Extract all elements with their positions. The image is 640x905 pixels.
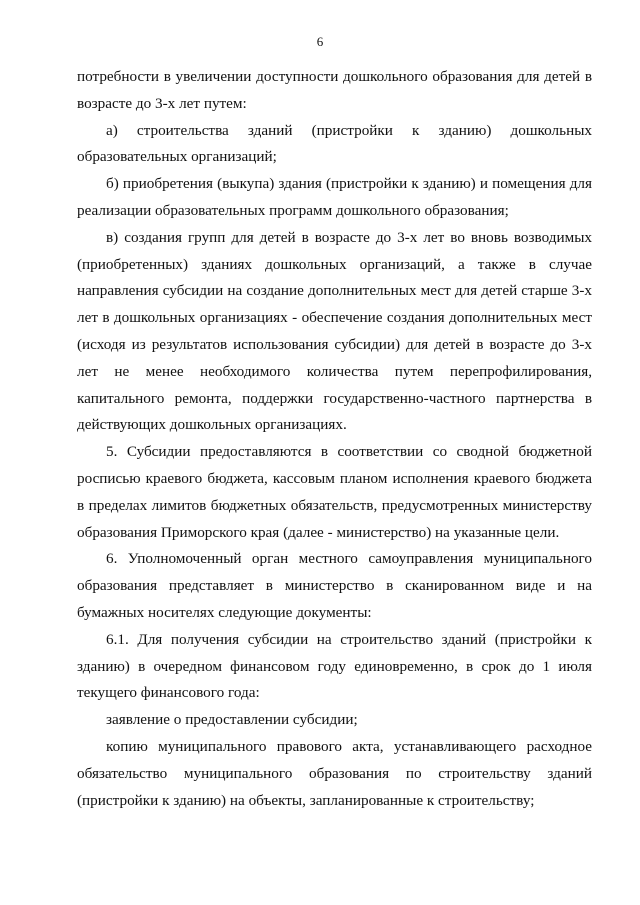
paragraph-item-b: б) приобретения (выкупа) здания (пристройки к зданию) и помещения для реализации образовательных программ дошкольного образования; xyxy=(77,175,592,219)
paragraph-legal-act-item: копию муниципального правового акта, устанавливающего расходное обязательство муниципального образования по строительству зданий (пристройки к зданию) на объекты, запланированные к строительству; xyxy=(77,737,592,809)
paragraph-application-item: заявление о предоставлении субсидии; xyxy=(106,711,358,729)
paragraph-section-5: 5. Субсидии предоставляются в соответствии со сводной бюджетной росписью краевого бюджета, кассовым планом исполнения краевого бюджета в пределах лимитов бюджетных обязательств, предусмотренных министерству образования Приморского края (далее - министерство) на указанные цели. xyxy=(77,443,592,541)
document-body xyxy=(77,64,592,814)
paragraph-section-6-1: 6.1. Для получения субсидии на строительство зданий (пристройки к зданию) в очередном финансовом году единовременно, в срок до 1 июля текущего финансового года: xyxy=(77,630,592,702)
paragraph-item-v: в) создания групп для детей в возрасте до 3-х лет во вновь возводимых (приобретенных) зданиях дошкольных организаций, а также в случае направления субсидии на создание дополнительных мест для детей старше 3-х лет в дошкольных организациях - обеспечение создания дополнительных мест (исходя из результатов использования субсидии) для детей в возрасте до 3-х лет не менее необходимого количества путем перепрофилирования, капитального ремонта, поддержки государственно-частного партнерства в действующих дошкольных организациях. xyxy=(77,228,592,434)
paragraph-intro-continuation: потребности в увеличении доступности дошкольного образования для детей в возрасте до 3-х лет путем: xyxy=(77,68,592,112)
page-number: 6 xyxy=(316,34,324,49)
paragraph-section-6: 6. Уполномоченный орган местного самоуправления муниципального образования представляет в министерство в сканированном виде и на бумажных носителях следующие документы: xyxy=(77,550,592,621)
paragraph-item-a: а) строительства зданий (пристройки к зданию) дошкольных образовательных организаций; xyxy=(77,121,592,166)
